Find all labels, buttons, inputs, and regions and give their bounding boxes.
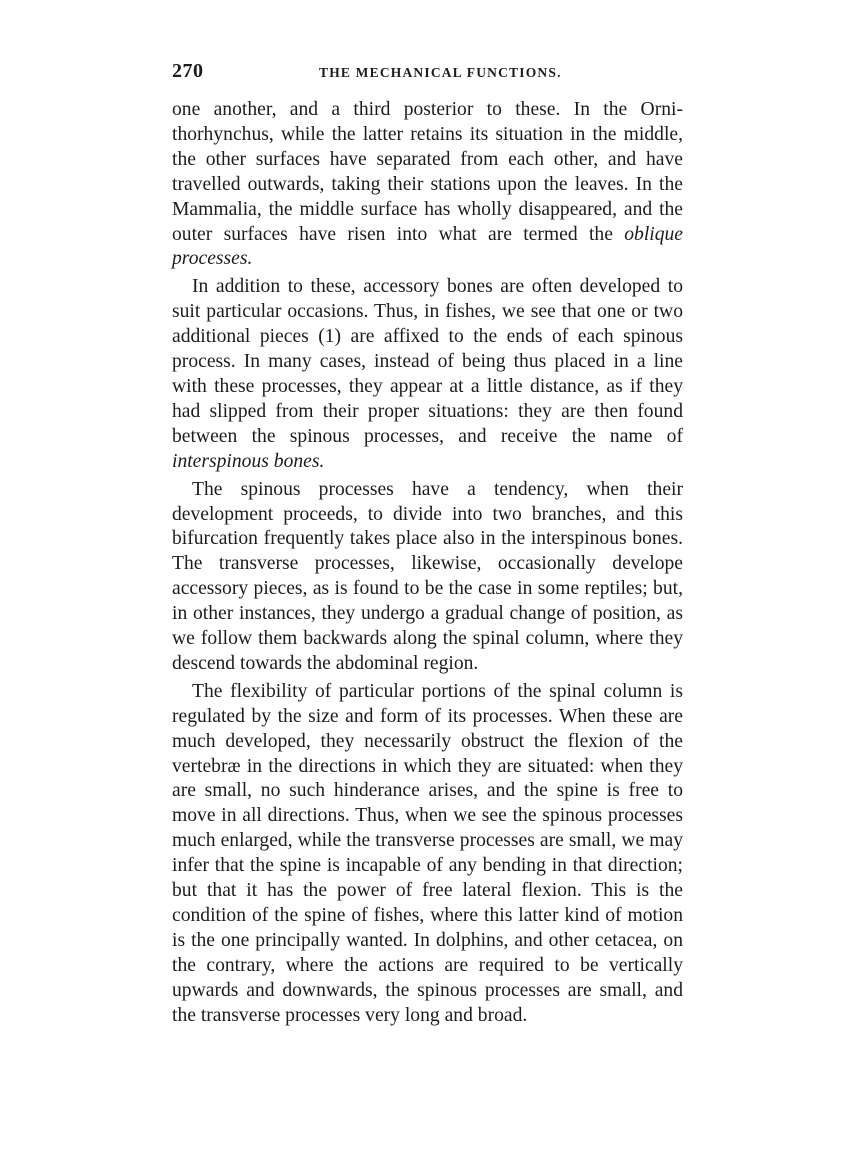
body-text [172, 98, 683, 1029]
term-interspinous-bones: interspinous bones. [172, 450, 325, 472]
paragraph-3 [172, 478, 683, 677]
paragraph-4-text: The flexibility of particular portions of the spinal column is regulated by the size and form of its processes. When these are much developed, they necessarily obstruct the flexion of the vertebræ in the directions in which they are situated: when they are small, no such hinderance arises, and the spine is free to move in all directions. Thus, when we see the spinous processes much enlarged, while the transverse processes are small, we may infer that the spine is incapable of any bending in that direction; but that it has the power of free lateral flexion. This is the condition of the spine of fishes, where this latter kind of motion is the one principally wanted. In dolphins, and other cetacea, on the contrary, where the actions are required to be vertically upwards and downwards, the spinous processes are small, and the transverse processes very long and broad. [172, 680, 683, 1026]
paragraph-1-text: one another, and a third posterior to these. In the Orni-thorhynchus, while the latter retains its situation in the middle, the other surfaces have separated from each other, and have travelled outwards, taking their stations upon the leaves. In the Mammalia, the middle surface has wholly disappeared, and the outer surfaces have risen into what are termed the [172, 99, 683, 245]
running-head: THE MECHANICAL FUNCTIONS. [319, 65, 562, 80]
page-number: 270 [172, 60, 204, 82]
paragraph-2 [172, 275, 683, 474]
paragraph-2-text: In addition to these, accessory bones are often developed to suit particular occasions. Thus, in fishes, we see that one or two additional pieces (1) are affixed to the ends of each spinous process. In many cases, instead of being thus placed in a line with these processes, they appear at a little distance, as if they had slipped from their proper situations: they are then found between the spinous processes, and receive the name of [172, 276, 683, 447]
paragraph-4 [172, 680, 683, 1029]
paragraph-1 [172, 98, 683, 272]
term-oblique-processes: oblique processes. [172, 223, 683, 270]
page-header [172, 60, 692, 88]
paragraph-3-text: The spinous processes have a tendency, when their development proceeds, to divide into two branches, and this bifurcation frequently takes place also in the interspinous bones. The transverse processes, likewise, occasionally develope accessory pieces, as is found to be the case in some reptiles; but, in other instances, they undergo a gradual change of position, as we follow them backwards along the spinal column, where they descend towards the abdominal region. [172, 478, 683, 674]
